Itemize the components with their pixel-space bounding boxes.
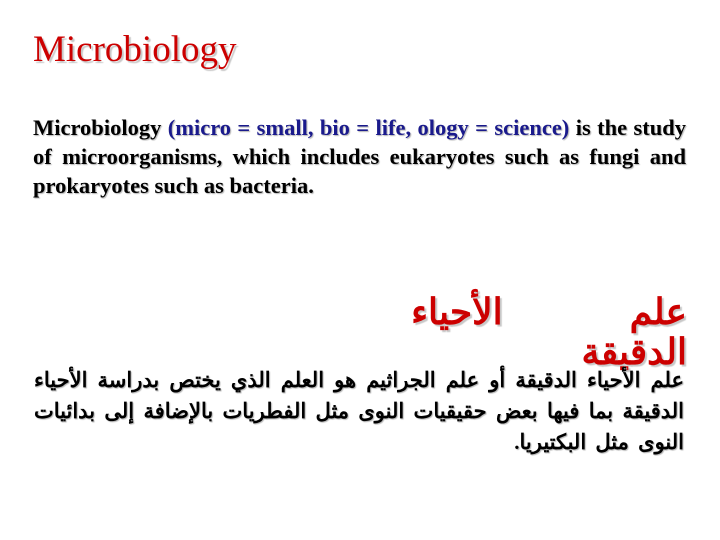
arabic-heading-line1: علم الأحياء <box>411 292 687 332</box>
definition-term: Microbiology <box>33 115 162 140</box>
arabic-heading <box>127 292 687 372</box>
slide-title: Microbiology <box>33 29 237 70</box>
definition-etymology: (micro = small, bio = life, ology = science) <box>167 115 570 140</box>
definition-body: is the study of microorganisms, which includes eukaryotes such as fungi and prokaryotes such as bacteria. <box>33 115 687 198</box>
english-definition <box>33 113 686 200</box>
arabic-heading-line2: الدقيقة <box>581 332 687 372</box>
arabic-definition: علم الأحياء الدقيقة أو علم الجراثيم هو العلم الذي يختص بدراسة الأحياء الدقيقة بما فيها بعض حقيقيات النوى مثل الفطريات بالإضافة إلى بدائيات النوى مثل البكتيريا. <box>34 368 684 454</box>
